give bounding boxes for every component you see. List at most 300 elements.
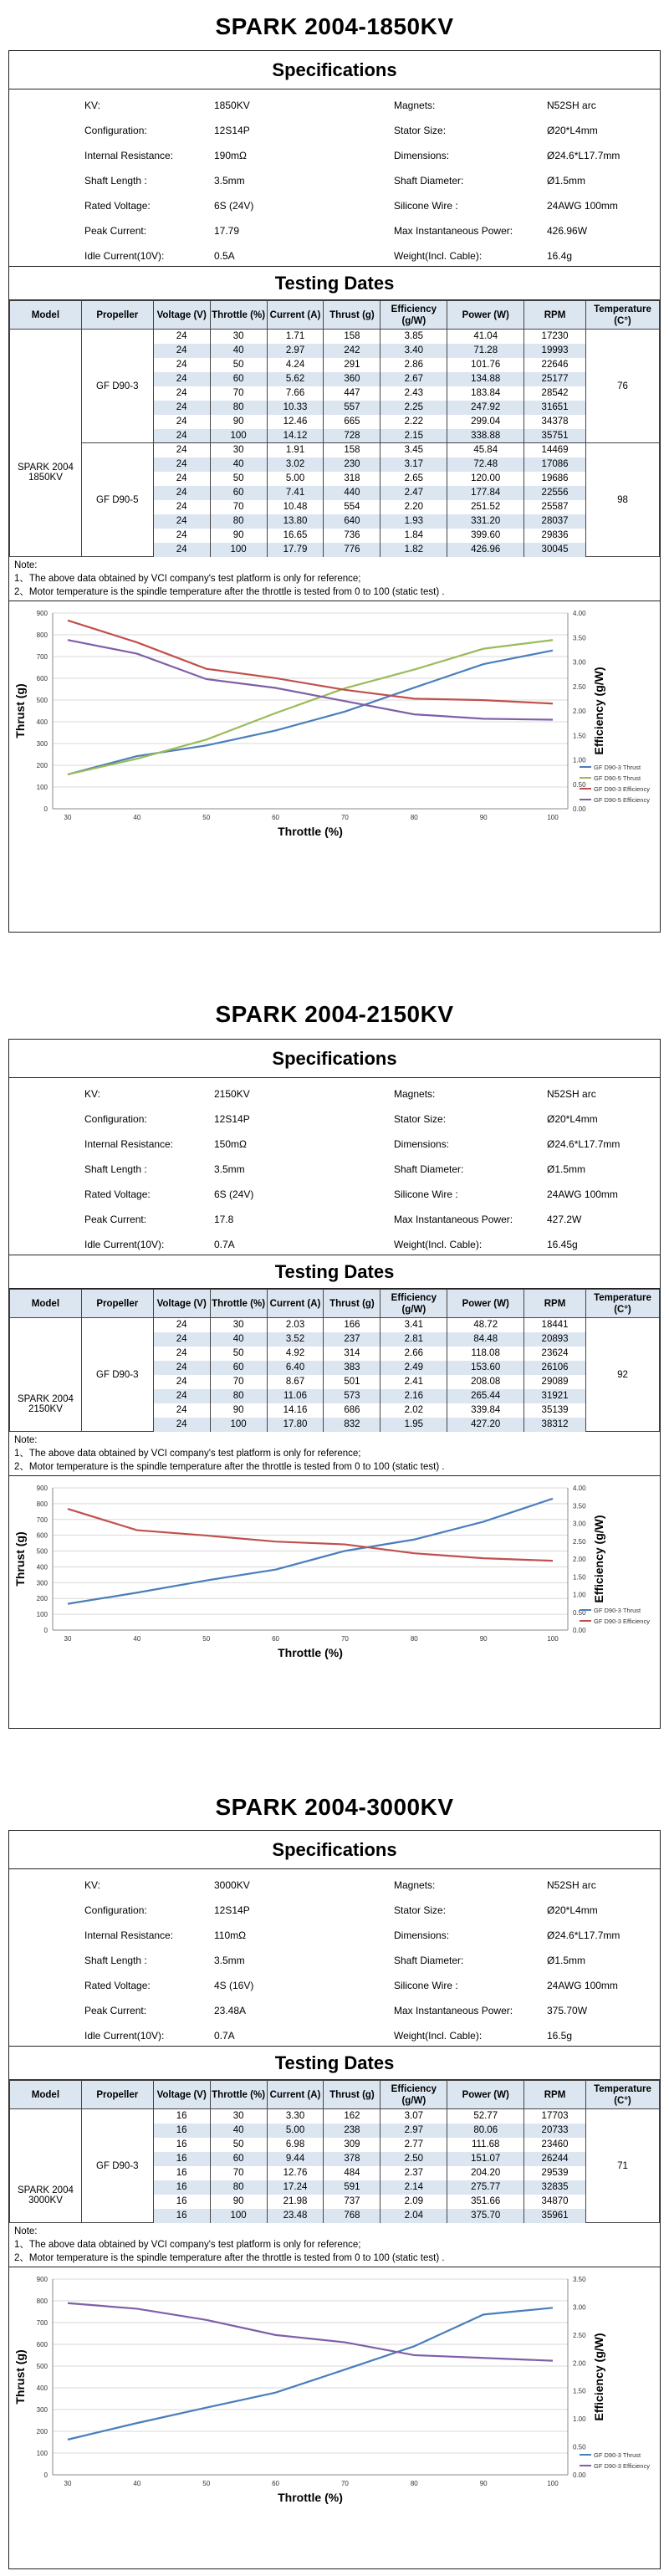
testing-table bbox=[9, 300, 660, 557]
table-cell: 2.47 bbox=[380, 486, 447, 500]
table-cell: 2.25 bbox=[380, 401, 447, 415]
table-cell: 9.44 bbox=[267, 2152, 324, 2166]
x-tick-label: 30 bbox=[64, 814, 72, 821]
table-cell: 17.79 bbox=[267, 543, 324, 557]
specifications-heading: Specifications bbox=[9, 1831, 660, 1869]
table-cell: 5.00 bbox=[267, 2124, 324, 2138]
legend-label: GF D90-3 Efficiency bbox=[594, 1618, 650, 1625]
table-cell: 158 bbox=[324, 443, 380, 457]
table-cell: 41.04 bbox=[447, 330, 524, 344]
table-cell: 28542 bbox=[524, 386, 586, 401]
table-cell: 52.77 bbox=[447, 2109, 524, 2124]
table-cell: 35139 bbox=[524, 1403, 586, 1418]
y2-tick-label: 4.00 bbox=[573, 1485, 586, 1492]
spec-right-value: 16.4g bbox=[547, 250, 573, 262]
series-line bbox=[68, 2308, 553, 2440]
legend-label: GF D90-3 Thrust bbox=[594, 2451, 641, 2459]
legend-label: GF D90-5 Thrust bbox=[594, 774, 641, 782]
table-cell: 70 bbox=[210, 1375, 267, 1389]
spec-grid bbox=[9, 1869, 660, 2047]
x-tick-label: 90 bbox=[479, 2480, 488, 2487]
table-cell: 70 bbox=[210, 500, 267, 514]
spec-right-value: Ø24.6*L17.7mm bbox=[547, 1138, 620, 1150]
spec-right-label: Stator Size: bbox=[394, 1904, 447, 1916]
table-cell: 208.08 bbox=[447, 1375, 524, 1389]
series-line bbox=[68, 621, 553, 703]
spec-row bbox=[9, 1948, 661, 1973]
table-cell: 151.07 bbox=[447, 2152, 524, 2166]
spec-right-label: Shaft Diameter: bbox=[394, 1955, 464, 1966]
col-header-voltage: Voltage (V) bbox=[153, 2081, 210, 2109]
spec-row bbox=[9, 1923, 661, 1948]
spec-right-value: 426.96W bbox=[547, 225, 588, 237]
table-cell: 383 bbox=[324, 1361, 380, 1375]
y-axis-title: Thrust (g) bbox=[13, 2349, 27, 2405]
table-cell: 100 bbox=[210, 2209, 267, 2223]
note-line-1: 1、The above data obtained by VCI company's test platform is only for reference; bbox=[14, 2240, 361, 2250]
table-cell: 40 bbox=[210, 457, 267, 472]
table-cell: 314 bbox=[324, 1347, 380, 1361]
spec-row bbox=[9, 1973, 661, 1998]
table-cell: 23460 bbox=[524, 2138, 586, 2152]
table-cell: 237 bbox=[324, 1332, 380, 1347]
table-cell: 50 bbox=[210, 358, 267, 372]
table-cell: 80.06 bbox=[447, 2124, 524, 2138]
spec-row bbox=[9, 243, 661, 268]
note-title: Note: bbox=[14, 2226, 38, 2236]
spec-left-value: 190mΩ bbox=[214, 150, 247, 161]
model-line: SPARK 2004 bbox=[17, 2185, 74, 2195]
col-header-throttle: Throttle (%) bbox=[210, 1290, 267, 1318]
table-cell: 3.52 bbox=[267, 1332, 324, 1347]
temperature-cell: 71 bbox=[585, 2109, 659, 2223]
y-tick-label: 700 bbox=[36, 2319, 48, 2327]
spec-left-value: 3.5mm bbox=[214, 175, 245, 187]
x-tick-label: 70 bbox=[340, 814, 349, 821]
col-header-voltage: Voltage (V) bbox=[153, 301, 210, 330]
table-cell: 120.00 bbox=[447, 472, 524, 486]
x-axis-title: Throttle (%) bbox=[278, 1646, 343, 1659]
table-cell: 3.30 bbox=[267, 2109, 324, 2124]
table-cell: 426.96 bbox=[447, 543, 524, 557]
table-cell: 5.00 bbox=[267, 472, 324, 486]
col-header-rpm: RPM bbox=[524, 1290, 586, 1318]
y-tick-label: 800 bbox=[36, 1500, 48, 1508]
spec-left-label: Peak Current: bbox=[84, 1214, 147, 1225]
table-cell: 17.24 bbox=[267, 2180, 324, 2195]
motor-title-2150kv: SPARK 2004-2150KV bbox=[215, 1001, 454, 1027]
testing-heading: Testing Dates bbox=[9, 1255, 660, 1289]
table-cell: 90 bbox=[210, 1403, 267, 1418]
spec-right-label: Weight(Incl. Cable): bbox=[394, 250, 483, 262]
testing-table-wrap bbox=[9, 300, 660, 557]
note-line-1: 1、The above data obtained by VCI company's test platform is only for reference; bbox=[14, 1449, 361, 1459]
spec-left-label: Shaft Length : bbox=[84, 1163, 147, 1175]
table-cell: 24 bbox=[153, 1332, 210, 1347]
col-header-model: Model bbox=[10, 1290, 82, 1318]
table-cell: 16 bbox=[153, 2180, 210, 2195]
spec-right-label: Weight(Incl. Cable): bbox=[394, 1239, 483, 1250]
spec-left-value: 12S14P bbox=[214, 1113, 250, 1125]
col-header-throttle: Throttle (%) bbox=[210, 301, 267, 330]
table-cell: 2.16 bbox=[380, 1389, 447, 1403]
table-cell: 378 bbox=[324, 2152, 380, 2166]
y2-tick-label: 1.00 bbox=[573, 756, 586, 764]
spec-right-label: Dimensions: bbox=[394, 150, 450, 161]
model-line: 3000KV bbox=[28, 2195, 63, 2205]
note-title: Note: bbox=[14, 1435, 38, 1445]
y2-tick-label: 1.00 bbox=[573, 1591, 586, 1599]
spec-left-label: Rated Voltage: bbox=[84, 1188, 151, 1200]
spec-right-label: Shaft Diameter: bbox=[394, 175, 464, 187]
y2-tick-label: 1.00 bbox=[573, 2415, 586, 2424]
table-cell: 50 bbox=[210, 472, 267, 486]
table-cell: 16 bbox=[153, 2138, 210, 2152]
col-header-temperature: Temperature (C°) bbox=[585, 2081, 659, 2109]
spec-left-label: KV: bbox=[84, 100, 100, 111]
spec-right-value: Ø20*L4mm bbox=[547, 1904, 598, 1916]
table-cell: 14.12 bbox=[267, 429, 324, 443]
y2-tick-label: 2.00 bbox=[573, 708, 586, 715]
table-cell: 20733 bbox=[524, 2124, 586, 2138]
spec-sheet-2150kv bbox=[8, 1039, 661, 1729]
series-line bbox=[68, 640, 553, 774]
table-cell: 35751 bbox=[524, 429, 586, 443]
y2-tick-label: 0.50 bbox=[573, 780, 586, 789]
y-tick-label: 800 bbox=[36, 2297, 48, 2305]
table-cell: 100 bbox=[210, 1418, 267, 1432]
table-cell: 23.48 bbox=[267, 2209, 324, 2223]
table-cell: 29539 bbox=[524, 2166, 586, 2180]
table-cell: 3.02 bbox=[267, 457, 324, 472]
spec-left-value: 150mΩ bbox=[214, 1138, 247, 1150]
col-header-model: Model bbox=[10, 301, 82, 330]
table-cell: 736 bbox=[324, 529, 380, 543]
testing-heading: Testing Dates bbox=[9, 267, 660, 300]
table-cell: 60 bbox=[210, 372, 267, 386]
table-cell: 24 bbox=[153, 443, 210, 457]
col-header-propeller: Propeller bbox=[81, 301, 153, 330]
table-cell: 2.67 bbox=[380, 372, 447, 386]
legend-label: GF D90-3 Efficiency bbox=[594, 785, 650, 793]
table-cell: 24 bbox=[153, 1347, 210, 1361]
table-cell: 90 bbox=[210, 529, 267, 543]
table-cell: 2.81 bbox=[380, 1332, 447, 1347]
spec-row bbox=[9, 1182, 661, 1207]
x-tick-label: 100 bbox=[547, 1635, 559, 1643]
table-cell: 238 bbox=[324, 2124, 380, 2138]
table-cell: 50 bbox=[210, 1347, 267, 1361]
spec-right-label: Max Instantaneous Power: bbox=[394, 225, 513, 237]
table-cell: 100 bbox=[210, 429, 267, 443]
temperature-cell: 98 bbox=[585, 443, 659, 557]
table-cell: 24 bbox=[153, 472, 210, 486]
col-header-current: Current (A) bbox=[267, 301, 324, 330]
series-line bbox=[68, 651, 553, 774]
table-cell: 3.17 bbox=[380, 457, 447, 472]
table-cell: 34870 bbox=[524, 2195, 586, 2209]
table-cell: 22646 bbox=[524, 358, 586, 372]
spec-left-value: 0.5A bbox=[214, 250, 235, 262]
table-cell: 484 bbox=[324, 2166, 380, 2180]
table-cell: 80 bbox=[210, 514, 267, 529]
col-header-efficiency: Efficiency (g/W) bbox=[380, 301, 447, 330]
table-cell: 28037 bbox=[524, 514, 586, 529]
table-cell: 737 bbox=[324, 2195, 380, 2209]
table-cell: 118.08 bbox=[447, 1347, 524, 1361]
col-header-model: Model bbox=[10, 2081, 82, 2109]
table-cell: 1.95 bbox=[380, 1418, 447, 1432]
note-title: Note: bbox=[14, 560, 38, 570]
table-cell: 101.76 bbox=[447, 358, 524, 372]
legend-label: GF D90-3 Thrust bbox=[594, 764, 641, 771]
table-cell: 24 bbox=[153, 386, 210, 401]
spec-right-label: Magnets: bbox=[394, 1088, 436, 1100]
spec-left-value: 0.7A bbox=[214, 2030, 235, 2042]
col-header-temperature: Temperature (C°) bbox=[585, 301, 659, 330]
table-row bbox=[10, 2109, 660, 2124]
spec-left-label: Configuration: bbox=[84, 1113, 147, 1125]
spec-row bbox=[9, 1081, 661, 1107]
y2-tick-label: 2.50 bbox=[573, 682, 586, 691]
note-line-1: 1、The above data obtained by VCI company's test platform is only for reference; bbox=[14, 574, 361, 584]
table-cell: 12.76 bbox=[267, 2166, 324, 2180]
y-tick-label: 800 bbox=[36, 631, 48, 639]
table-cell: 24 bbox=[153, 358, 210, 372]
x-tick-label: 80 bbox=[410, 814, 418, 821]
col-header-power: Power (W) bbox=[447, 301, 524, 330]
specifications-heading: Specifications bbox=[9, 1040, 660, 1078]
col-header-rpm: RPM bbox=[524, 301, 586, 330]
table-row bbox=[10, 330, 660, 344]
testing-table bbox=[9, 2080, 660, 2223]
table-cell: 8.67 bbox=[267, 1375, 324, 1389]
spec-row bbox=[9, 1207, 661, 1232]
table-cell: 166 bbox=[324, 1318, 380, 1332]
x-tick-label: 40 bbox=[133, 814, 141, 821]
y2-tick-label: 0.00 bbox=[573, 805, 586, 813]
table-cell: 360 bbox=[324, 372, 380, 386]
y-tick-label: 300 bbox=[36, 1579, 48, 1587]
spec-left-label: Idle Current(10V): bbox=[84, 2030, 165, 2042]
y-tick-label: 600 bbox=[36, 1531, 48, 1540]
spec-row bbox=[9, 193, 661, 218]
table-cell: 71.28 bbox=[447, 344, 524, 358]
col-header-propeller: Propeller bbox=[81, 1290, 153, 1318]
spec-right-label: Dimensions: bbox=[394, 1929, 450, 1941]
table-cell: 25587 bbox=[524, 500, 586, 514]
model-line: SPARK 2004 bbox=[17, 462, 74, 473]
note-line-2: 2、Motor temperature is the spindle temperature after the throttle is tested from 0 to 100 (static test) . bbox=[14, 1462, 445, 1472]
spec-right-value: 427.2W bbox=[547, 1214, 582, 1225]
spec-row bbox=[9, 118, 661, 143]
model-cell bbox=[10, 1318, 82, 1432]
spec-right-label: Magnets: bbox=[394, 100, 436, 111]
col-header-thrust: Thrust (g) bbox=[324, 1290, 380, 1318]
table-cell: 183.84 bbox=[447, 386, 524, 401]
table-cell: 2.02 bbox=[380, 1403, 447, 1418]
table-cell: 230 bbox=[324, 457, 380, 472]
x-tick-label: 60 bbox=[272, 2480, 280, 2487]
y-tick-label: 500 bbox=[36, 2363, 48, 2370]
spec-left-value: 1850KV bbox=[214, 100, 250, 111]
table-cell: 29836 bbox=[524, 529, 586, 543]
table-cell: 14469 bbox=[524, 443, 586, 457]
table-cell: 45.84 bbox=[447, 443, 524, 457]
table-cell: 24 bbox=[153, 330, 210, 344]
spec-right-value: 24AWG 100mm bbox=[547, 200, 618, 212]
table-cell: 375.70 bbox=[447, 2209, 524, 2223]
table-cell: 16 bbox=[153, 2124, 210, 2138]
series-line bbox=[68, 2303, 553, 2361]
table-cell: 19993 bbox=[524, 344, 586, 358]
table-cell: 80 bbox=[210, 401, 267, 415]
col-header-rpm: RPM bbox=[524, 2081, 586, 2109]
y-tick-label: 500 bbox=[36, 1547, 48, 1556]
table-cell: 16 bbox=[153, 2209, 210, 2223]
table-cell: 17086 bbox=[524, 457, 586, 472]
spec-right-value: 24AWG 100mm bbox=[547, 1980, 618, 1991]
table-cell: 291 bbox=[324, 358, 380, 372]
table-cell: 10.33 bbox=[267, 401, 324, 415]
spec-row bbox=[9, 143, 661, 168]
table-cell: 7.66 bbox=[267, 386, 324, 401]
y-tick-label: 300 bbox=[36, 740, 48, 748]
table-cell: 24 bbox=[153, 514, 210, 529]
table-cell: 17.80 bbox=[267, 1418, 324, 1432]
spec-left-value: 17.8 bbox=[214, 1214, 234, 1225]
y-tick-label: 700 bbox=[36, 653, 48, 661]
x-tick-label: 70 bbox=[340, 1635, 349, 1643]
table-cell: 153.60 bbox=[447, 1361, 524, 1375]
table-cell: 60 bbox=[210, 2152, 267, 2166]
table-cell: 60 bbox=[210, 1361, 267, 1375]
table-cell: 2.41 bbox=[380, 1375, 447, 1389]
model-line: SPARK 2004 bbox=[17, 1393, 74, 1404]
table-cell: 2.65 bbox=[380, 472, 447, 486]
table-cell: 24 bbox=[153, 372, 210, 386]
col-header-throttle: Throttle (%) bbox=[210, 2081, 267, 2109]
table-cell: 440 bbox=[324, 486, 380, 500]
spec-left-value: 6S (24V) bbox=[214, 200, 254, 212]
spec-left-label: Internal Resistance: bbox=[84, 150, 174, 161]
x-tick-label: 30 bbox=[64, 1635, 72, 1643]
table-cell: 25177 bbox=[524, 372, 586, 386]
table-cell: 80 bbox=[210, 2180, 267, 2195]
y-tick-label: 900 bbox=[36, 610, 48, 617]
y-tick-label: 700 bbox=[36, 1515, 48, 1524]
spec-left-label: Peak Current: bbox=[84, 225, 147, 237]
spec-left-value: 17.79 bbox=[214, 225, 240, 237]
model-line: 1850KV bbox=[28, 472, 63, 483]
table-cell: 24 bbox=[153, 1389, 210, 1403]
table-cell: 24 bbox=[153, 543, 210, 557]
table-cell: 20893 bbox=[524, 1332, 586, 1347]
y-tick-label: 0 bbox=[43, 2471, 48, 2479]
x-axis-title: Throttle (%) bbox=[278, 825, 343, 838]
table-cell: 111.68 bbox=[447, 2138, 524, 2152]
y-tick-label: 500 bbox=[36, 697, 48, 704]
temperature-cell: 76 bbox=[585, 330, 659, 443]
table-cell: 17703 bbox=[524, 2109, 586, 2124]
x-tick-label: 30 bbox=[64, 2480, 72, 2487]
note-line-2: 2、Motor temperature is the spindle temperature after the throttle is tested from 0 to 100 (static test) . bbox=[14, 2253, 445, 2263]
table-cell: 2.14 bbox=[380, 2180, 447, 2195]
model-cell bbox=[10, 330, 82, 557]
table-cell: 265.44 bbox=[447, 1389, 524, 1403]
spec-left-label: KV: bbox=[84, 1088, 100, 1100]
spec-row bbox=[9, 2023, 661, 2048]
spec-right-value: 16.5g bbox=[547, 2030, 573, 2042]
table-cell: 11.06 bbox=[267, 1389, 324, 1403]
y2-axis-title: Efficiency (g/W) bbox=[592, 667, 605, 755]
y2-tick-label: 0.00 bbox=[573, 2471, 586, 2479]
table-cell: 2.86 bbox=[380, 358, 447, 372]
table-cell: 665 bbox=[324, 415, 380, 429]
table-cell: 299.04 bbox=[447, 415, 524, 429]
spec-left-label: Rated Voltage: bbox=[84, 1980, 151, 1991]
spec-right-value: Ø1.5mm bbox=[547, 1163, 586, 1175]
table-cell: 2.49 bbox=[380, 1361, 447, 1375]
table-cell: 13.80 bbox=[267, 514, 324, 529]
table-cell: 24 bbox=[153, 486, 210, 500]
spec-right-value: N52SH arc bbox=[547, 1879, 596, 1891]
spec-left-label: Peak Current: bbox=[84, 2005, 147, 2016]
table-cell: 31921 bbox=[524, 1389, 586, 1403]
spec-row bbox=[9, 1898, 661, 1923]
table-cell: 29089 bbox=[524, 1375, 586, 1389]
y-tick-label: 100 bbox=[36, 1611, 48, 1619]
y2-tick-label: 1.50 bbox=[573, 2387, 586, 2395]
table-cell: 2.20 bbox=[380, 500, 447, 514]
spec-right-value: Ø24.6*L17.7mm bbox=[547, 150, 620, 161]
spec-right-value: 375.70W bbox=[547, 2005, 588, 2016]
spec-right-label: Dimensions: bbox=[394, 1138, 450, 1150]
table-cell: 24 bbox=[153, 1418, 210, 1432]
y-tick-label: 600 bbox=[36, 2341, 48, 2349]
y2-tick-label: 1.50 bbox=[573, 732, 586, 740]
col-header-thrust: Thrust (g) bbox=[324, 301, 380, 330]
spec-right-label: Silicone Wire : bbox=[394, 200, 458, 212]
col-header-temperature: Temperature (C°) bbox=[585, 1290, 659, 1318]
table-cell: 251.52 bbox=[447, 500, 524, 514]
y2-tick-label: 2.50 bbox=[573, 1537, 586, 1546]
spec-right-label: Magnets: bbox=[394, 1879, 436, 1891]
thrust-efficiency-chart bbox=[9, 1476, 660, 1665]
spec-row bbox=[9, 168, 661, 193]
spec-row bbox=[9, 1107, 661, 1132]
table-cell: 2.97 bbox=[380, 2124, 447, 2138]
y-tick-label: 200 bbox=[36, 1595, 48, 1603]
table-cell: 331.20 bbox=[447, 514, 524, 529]
table-cell: 1.84 bbox=[380, 529, 447, 543]
table-cell: 351.66 bbox=[447, 2195, 524, 2209]
table-cell: 16 bbox=[153, 2195, 210, 2209]
x-tick-label: 70 bbox=[340, 2480, 349, 2487]
table-cell: 32835 bbox=[524, 2180, 586, 2195]
spec-right-label: Stator Size: bbox=[394, 125, 447, 136]
table-cell: 17230 bbox=[524, 330, 586, 344]
table-cell: 26106 bbox=[524, 1361, 586, 1375]
table-cell: 100 bbox=[210, 543, 267, 557]
note-block bbox=[9, 557, 660, 601]
spec-left-value: 12S14P bbox=[214, 125, 250, 136]
table-cell: 309 bbox=[324, 2138, 380, 2152]
spec-left-label: Rated Voltage: bbox=[84, 200, 151, 212]
table-cell: 30 bbox=[210, 1318, 267, 1332]
y2-tick-label: 3.00 bbox=[573, 1520, 586, 1528]
table-cell: 557 bbox=[324, 401, 380, 415]
